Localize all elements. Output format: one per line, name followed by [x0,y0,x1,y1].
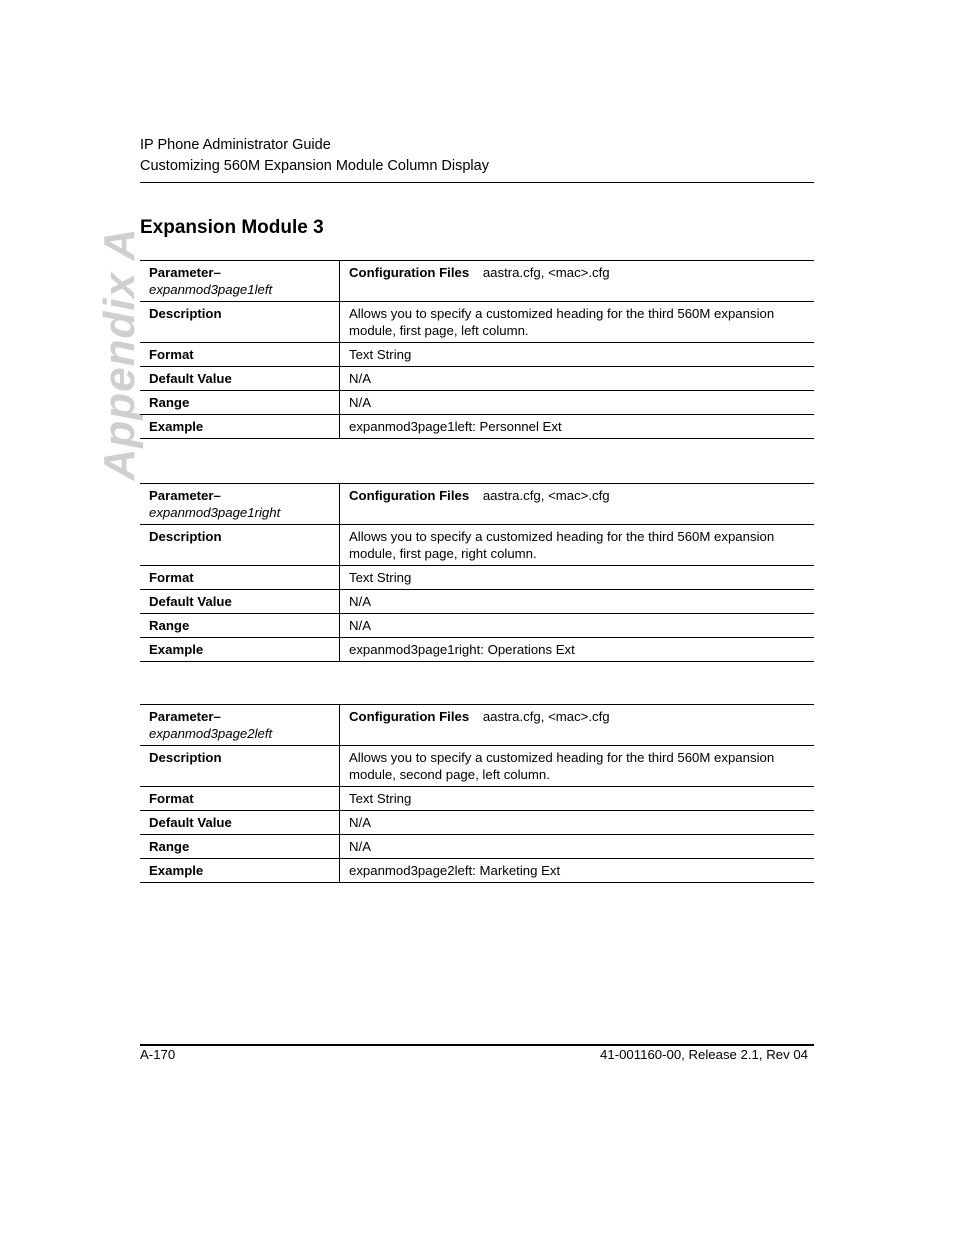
example-value: expanmod3page2left: Marketing Ext [340,859,815,883]
table-row [140,367,814,391]
table-row [140,415,814,439]
description-label: Description [140,746,340,787]
table-row [140,638,814,662]
appendix-side-tab-label: Appendix A [95,227,144,481]
section-title: Expansion Module 3 [140,217,324,238]
parameter-table [140,483,814,662]
default-value-label: Default Value [140,811,340,835]
header-guide-title: IP Phone Administrator Guide [140,137,331,153]
table-row [140,261,814,302]
example-label: Example [140,638,340,662]
format-value: Text String [340,566,815,590]
range-value: N/A [340,835,815,859]
running-header [140,135,814,177]
parameter-name: expanmod3page1left [149,282,273,297]
format-label: Format [140,566,340,590]
example-value: expanmod3page1right: Operations Ext [340,638,815,662]
format-label: Format [140,787,340,811]
config-files-label: Configuration Files [349,488,470,503]
format-value: Text String [340,343,815,367]
description-label: Description [140,525,340,566]
default-value-value: N/A [340,590,815,614]
range-label: Range [140,391,340,415]
example-label: Example [140,859,340,883]
table-row [140,705,814,746]
default-value-value: N/A [340,811,815,835]
header-rule [140,182,814,183]
parameter-table [140,260,814,439]
table-row [140,566,814,590]
parameter-label: Parameter– [149,265,221,280]
range-value: N/A [340,391,815,415]
parameter-table [140,704,814,883]
appendix-side-tab [95,227,144,481]
parameter-label: Parameter– [149,709,221,724]
example-label: Example [140,415,340,439]
table-row [140,525,814,566]
config-files-label: Configuration Files [349,709,470,724]
config-files-cell [340,705,815,746]
table-row [140,484,814,525]
default-value-value: N/A [340,367,815,391]
description-value: Allows you to specify a customized heading for the third 560M expansion module, first page, left column. [340,302,815,343]
footer-rule [140,1044,814,1046]
page-number: A-170 [140,1047,176,1062]
table-row [140,746,814,787]
document-id: 41-001160-00, Release 2.1, Rev 04 [600,1047,808,1062]
table-row [140,590,814,614]
table-row [140,614,814,638]
table-row [140,787,814,811]
config-files-value: aastra.cfg, <mac>.cfg [482,488,610,503]
parameter-name: expanmod3page1right [149,505,281,520]
description-label: Description [140,302,340,343]
table-row [140,391,814,415]
parameter-cell [140,705,340,746]
format-label: Format [140,343,340,367]
config-files-cell [340,484,815,525]
table-row [140,859,814,883]
config-files-cell [340,261,815,302]
config-files-value: aastra.cfg, <mac>.cfg [482,709,610,724]
range-value: N/A [340,614,815,638]
example-value: expanmod3page1left: Personnel Ext [340,415,815,439]
table-row [140,835,814,859]
default-value-label: Default Value [140,367,340,391]
parameter-label: Parameter– [149,488,221,503]
parameter-cell [140,484,340,525]
default-value-label: Default Value [140,590,340,614]
config-files-value: aastra.cfg, <mac>.cfg [482,265,610,280]
description-value: Allows you to specify a customized heading for the third 560M expansion module, first page, right column. [340,525,815,566]
format-value: Text String [340,787,815,811]
table-row [140,302,814,343]
description-value: Allows you to specify a customized heading for the third 560M expansion module, second page, left column. [340,746,815,787]
range-label: Range [140,614,340,638]
config-files-label: Configuration Files [349,265,470,280]
table-row [140,811,814,835]
range-label: Range [140,835,340,859]
header-chapter-title: Customizing 560M Expansion Module Column Display [140,158,489,174]
parameter-cell [140,261,340,302]
parameter-name: expanmod3page2left [149,726,273,741]
table-row [140,343,814,367]
